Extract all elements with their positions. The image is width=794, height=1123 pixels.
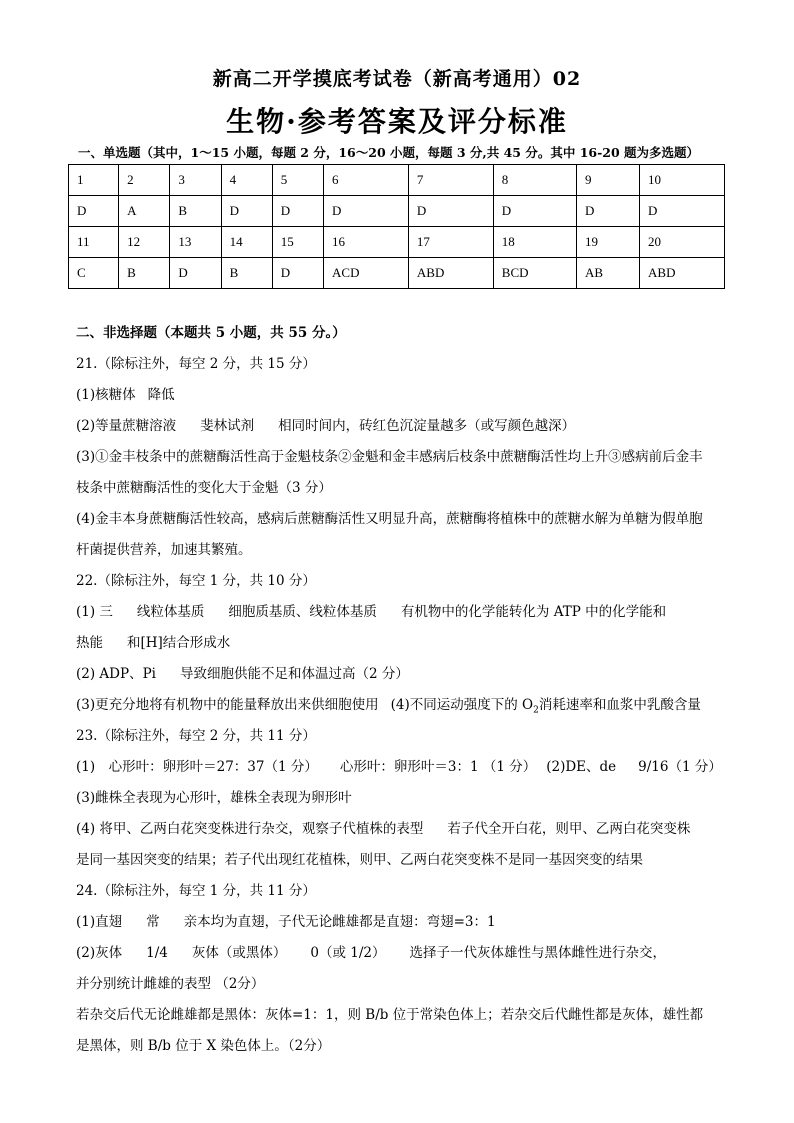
q24-line: 是黑体，则 B/b 位于 X 染色体上。（2分） bbox=[76, 1038, 331, 1054]
table-cell: 16 bbox=[324, 227, 409, 258]
table-cell: 12 bbox=[119, 227, 170, 258]
q22-answer: 和[H]结合形成水 bbox=[127, 635, 231, 651]
q23-line bbox=[76, 752, 726, 783]
table-cell: D bbox=[640, 196, 725, 227]
q24-answer: 常 bbox=[146, 914, 160, 930]
table-cell: 4 bbox=[221, 165, 272, 196]
q24-line bbox=[76, 907, 726, 938]
q23-answer: 9/16（1 分） bbox=[638, 759, 722, 775]
table-cell: ACD bbox=[324, 258, 409, 289]
table-cell: 15 bbox=[272, 227, 323, 258]
q21-line: 枝条中蔗糖酶活性的变化大于金魁（3 分） bbox=[76, 480, 332, 496]
q24-answer: (1)直翅 bbox=[76, 914, 123, 930]
table-cell: 6 bbox=[324, 165, 409, 196]
q22-answer: (1) 三 bbox=[76, 604, 113, 620]
q21-answer: 斐林试剂 bbox=[200, 418, 255, 434]
q22-answer: 线粒体基质 bbox=[136, 604, 205, 620]
table-cell: D bbox=[493, 196, 576, 227]
table-cell: D bbox=[324, 196, 409, 227]
q22-answer: (3)更充分地将有机物中的能量释放出来供细胞使用 bbox=[76, 697, 379, 713]
q23-line bbox=[76, 814, 726, 845]
q21-line: 杆菌提供营养，加速其繁殖。 bbox=[76, 542, 252, 558]
table-cell: 13 bbox=[170, 227, 221, 258]
q24-answer: (2)灰体 bbox=[76, 945, 123, 961]
table-cell: C bbox=[69, 258, 119, 289]
table-cell: 10 bbox=[640, 165, 725, 196]
q24-line: 并分别统计雌雄的表型 （2分） bbox=[76, 976, 265, 992]
subscript: 2 bbox=[533, 705, 539, 716]
table-cell: ABD bbox=[408, 258, 493, 289]
table-cell: 8 bbox=[493, 165, 576, 196]
section2 bbox=[76, 318, 726, 1062]
q23-line: (3)雌株全表现为心形叶，雄株全表现为卵形叶 bbox=[76, 790, 352, 806]
table-cell: 1 bbox=[69, 165, 119, 196]
q22-line bbox=[76, 690, 726, 721]
table-cell: 17 bbox=[408, 227, 493, 258]
q23-answer: (1) 心形叶：卵形叶＝27：37（1 分） bbox=[76, 759, 318, 775]
table-cell: 7 bbox=[408, 165, 493, 196]
table-cell: 18 bbox=[493, 227, 576, 258]
answer-table bbox=[68, 164, 725, 289]
q23-answer: (4) 将甲、乙两白花突变株进行杂交，观察子代植株的表型 bbox=[76, 821, 424, 837]
table-cell: AB bbox=[577, 258, 640, 289]
q23-answer: (2)DE、de bbox=[546, 759, 617, 775]
page-title: 新高二开学摸底考试卷（新高考通用）02 bbox=[212, 68, 582, 90]
table-row-answers bbox=[69, 258, 725, 289]
q22-line bbox=[76, 597, 726, 628]
q24-answer: 灰体（或黑体） bbox=[191, 945, 287, 961]
q22-answer: (2) ADP、Pi bbox=[76, 666, 156, 682]
q21-answer: (1)核糖体 bbox=[76, 387, 136, 403]
section2-heading: 二、非选择题（本题共 5 小题，共 55 分。） bbox=[76, 325, 346, 341]
table-cell: D bbox=[221, 196, 272, 227]
page-subtitle: 生物·参考答案及评分标准 bbox=[226, 105, 568, 138]
table-cell: 20 bbox=[640, 227, 725, 258]
q22-answer: (4)不同运动强度下的 O bbox=[390, 697, 534, 713]
q22-answer: 热能 bbox=[76, 635, 103, 651]
table-cell: 5 bbox=[272, 165, 323, 196]
q21-line: (3)①金丰枝条中的蔗糖酶活性高于金魁枝条②金魁和金丰感病后枝条中蔗糖酶活性均上升③感病前后金丰 bbox=[76, 449, 703, 465]
table-row-numbers bbox=[69, 165, 725, 196]
table-cell: 2 bbox=[119, 165, 170, 196]
table-cell: 9 bbox=[577, 165, 640, 196]
table-cell: 3 bbox=[170, 165, 221, 196]
q22-heading: 22.（除标注外，每空 1 分，共 10 分） bbox=[76, 573, 316, 589]
q21-line bbox=[76, 380, 726, 411]
table-cell: A bbox=[119, 196, 170, 227]
section1-heading: 一、单选题（其中，1～15 小题，每题 2 分，16～20 小题，每题 3 分,共 45 分。其中 16-20 题为多选题） bbox=[78, 145, 700, 160]
table-cell: 14 bbox=[221, 227, 272, 258]
q23-heading: 23.（除标注外，每空 2 分，共 11 分） bbox=[76, 728, 316, 744]
q23-answer: 心形叶：卵形叶＝3：1 （1 分） bbox=[339, 759, 537, 775]
q21-answer: 相同时间内，砖红色沉淀量越多（或写颜色越深） bbox=[278, 418, 576, 434]
q22-answer: 消耗速率和血浆中乳酸含量 bbox=[538, 697, 701, 713]
q22-answer: 导致细胞供能不足和体温过高（2 分） bbox=[179, 666, 409, 682]
table-cell: D bbox=[408, 196, 493, 227]
q22-answer: 细胞质基质、线粒体基质 bbox=[228, 604, 377, 620]
table-cell: ABD bbox=[640, 258, 725, 289]
q21-line: (4)金丰本身蔗糖酶活性较高，感病后蔗糖酶活性又明显升高，蔗糖酶将植株中的蔗糖水解为单糖为假单胞 bbox=[76, 511, 703, 527]
q22-line bbox=[76, 628, 726, 659]
q24-heading: 24.（除标注外，每空 1 分，共 11 分） bbox=[76, 883, 316, 899]
table-cell: D bbox=[577, 196, 640, 227]
table-cell: 11 bbox=[69, 227, 119, 258]
q24-line bbox=[76, 938, 726, 969]
table-cell: D bbox=[69, 196, 119, 227]
table-cell: B bbox=[170, 196, 221, 227]
q24-answer: 1/4 bbox=[146, 945, 168, 961]
q21-answer: 降低 bbox=[147, 387, 175, 403]
table-cell: D bbox=[272, 196, 323, 227]
q24-answer: 0（或 1/2） bbox=[310, 945, 386, 961]
q24-answer: 选择子一代灰体雄性与黑体雌性进行杂交， bbox=[409, 945, 666, 961]
q21-line bbox=[76, 411, 726, 442]
q21-answer: (2)等量蔗糖溶液 bbox=[76, 418, 177, 434]
q24-line: 若杂交后代无论雌雄都是黑体：灰体=1：1，则 B/b 位于常染色体上；若杂交后代雌性都是灰体，雄性都 bbox=[76, 1007, 704, 1023]
table-cell: D bbox=[170, 258, 221, 289]
q22-line bbox=[76, 659, 726, 690]
table-row-answers bbox=[69, 196, 725, 227]
q23-answer: 若子代全开白花，则甲、乙两白花突变株 bbox=[447, 821, 691, 837]
q24-answer: 亲本均为直翅，子代无论雌雄都是直翅：弯翅=3：1 bbox=[183, 914, 496, 930]
q23-line: 是同一基因突变的结果；若子代出现红花植株，则甲、乙两白花突变株不是同一基因突变的结果 bbox=[76, 852, 643, 868]
table-cell: D bbox=[272, 258, 323, 289]
table-row-numbers bbox=[69, 227, 725, 258]
q21-heading: 21.（除标注外，每空 2 分，共 15 分） bbox=[76, 356, 316, 372]
table-cell: B bbox=[119, 258, 170, 289]
table-cell: 19 bbox=[577, 227, 640, 258]
table-cell: B bbox=[221, 258, 272, 289]
q22-answer: 有机物中的化学能转化为 ATP 中的化学能和 bbox=[400, 604, 667, 620]
table-cell: BCD bbox=[493, 258, 576, 289]
